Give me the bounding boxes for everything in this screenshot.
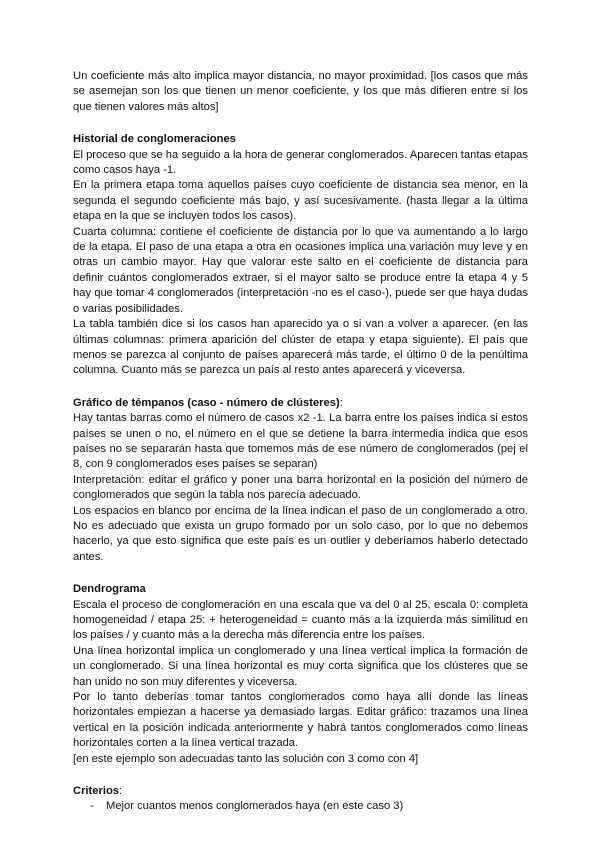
grafico-paragraph-3: Los espacios en blanco por encima de la línea indican el paso de un conglomerado a otro. No es adecuado que exista un grupo formado por un solo caso, por lo que no debemos hacerlo, ya que esto significa que este país es un outlier y deberíamos haberlo detectado antes. <box>73 504 528 563</box>
grafico-paragraph-2: Interpretación: editar el gráfico y poner una barra horizontal en la posición del número de conglomerados que según la tabla nos parecía adecuado. <box>73 473 528 502</box>
historial-paragraph-4: La tabla también dice si los casos han aparecido ya o si van a volver a aparecer. (en las últimas columnas: primera aparición del clúster de etapa y etapa siguiente). El país que menos se parezca al conjunto de países aparecerá más tarde, el último 0 de la penúltima columna. Cuanto más se parezca un país al resto antes aparecerá y viceversa. <box>73 318 528 377</box>
dendrograma-heading: Dendrograma <box>73 583 146 596</box>
spacer <box>73 379 528 396</box>
historial-paragraph-3: Cuarta columna: contiene el coeficiente de distancia por lo que va aumentando a lo largo de la etapa. El paso de una etapa a otra en ocasiones implica una variación muy leve y en otras un cambio mayor. Hay que valorar este salto en el coeficiente de distancia para definir cuántos conglomerados extraer, si el mayor salto se produce entre la etapa 4 y 5 hay que tomar 4 conglomerados (interpretación -no es el caso-), puede ser que haya dudas o varias posibilidades. <box>73 225 528 315</box>
criterios-heading-colon: : <box>119 785 123 798</box>
grafico-section <box>73 396 528 565</box>
historial-heading: Historial de conglomeraciones <box>73 133 236 146</box>
spacer <box>73 565 528 582</box>
list-bullet: - <box>90 800 94 813</box>
historial-paragraph-1: El proceso que se ha seguido a la hora de generar conglomerados. Aparecen tantas etapas como casos haya -1. <box>73 148 528 177</box>
grafico-paragraph-1: Hay tantas barras como el número de casos x2 -1. La barra entre los países indica si estos países se unen o no, el número en el que se detiene la barra intermedia indica que esos países no se separarán hasta que tomemos más de ese número de conglomerados (pej el 8, con 9 conglomerados eses países se separan) <box>73 412 528 471</box>
list-item-text: Mejor cuantos menos conglomerados haya (en este caso 3) <box>106 800 404 813</box>
grafico-heading-text: Gráfico de témpanos (caso - número de clústeres) <box>73 396 340 409</box>
grafico-heading <box>73 396 528 411</box>
criterios-heading <box>73 784 528 799</box>
dendrograma-paragraph-2: Una línea horizontal implica un conglomerado y una línea vertical implica la formación de un conglomerado. Si una línea horizontal es muy corta significa que los clústeres que se han unido no son muy diferentes y viceversa. <box>73 644 528 688</box>
criterios-heading-text: Criterios <box>73 785 120 798</box>
spacer <box>73 115 528 132</box>
historial-section <box>73 132 528 379</box>
dendrograma-paragraph-3: Por lo tanto deberías tomar tantos conglomerados como haya allí donde las líneas horizontales empiezan a hacerse ya demasiado largas. Editar gráfico: trazamos una línea vertical en la posición indicada anteriormente y habrá tantos conglomerados como líneas horizontales corten a la línea vertical trazada. <box>73 691 528 750</box>
dendrograma-paragraph-4: [en este ejemplo son adecuadas tanto las solución con 3 como con 4] <box>73 752 419 765</box>
historial-paragraph-2: En la primera etapa toma aquellos países cuyo coeficiente de distancia sea menor, en la segunda el segundo coeficiente más bajo, y así sucesivamente. (hasta llegar a la última etapa en la que se incluyen todos los casos). <box>73 179 528 223</box>
spacer <box>73 767 528 784</box>
intro-paragraph: Un coeficiente más alto implica mayor distancia, no mayor proximidad. [los casos que más se asemejan son los que tienen un menor coeficiente, y los que más difieren entre sí los que tienen valores más altos] <box>73 70 528 113</box>
dendrograma-paragraph-1: Escala el proceso de conglomeración en una escala que va del 0 al 25, escala 0: completa homogeneidad / etapa 25: + heterogeneidad = cuanto más a la izquierda más similitud en los países / y cuanto más a la derecha más diferencia entre los países. <box>73 598 528 642</box>
grafico-heading-colon: : <box>339 396 343 409</box>
criterios-section <box>73 784 528 815</box>
dendrograma-section <box>73 582 528 767</box>
list-item <box>73 799 528 814</box>
